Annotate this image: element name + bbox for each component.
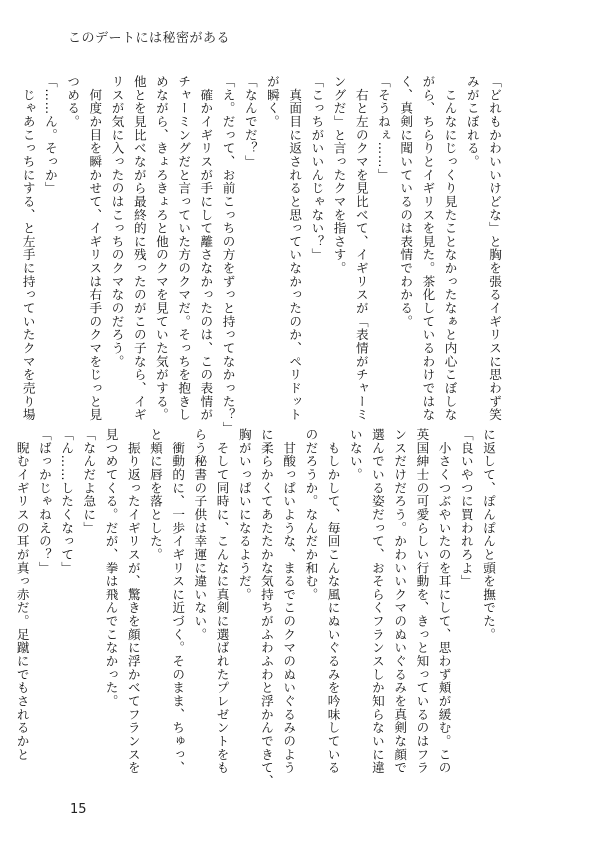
upper-text-column: こんなにじっくり見たことなかったなぁと内心こぼしな: [442, 75, 458, 422]
upper-text-column: チャーミングだと言っていた方のクマだ。そっちを抱きし: [176, 75, 192, 422]
upper-text-column: 「……ん。そっか」: [42, 75, 58, 195]
lower-text-column: に返して、ぽんぽんと頭を撫でた。: [481, 428, 496, 642]
lower-text-column: 睨むイギリスの耳が真っ赤だ。足蹴にでもされるかと: [14, 428, 30, 761]
page-title: このデートには秘密がある: [68, 31, 231, 46]
page-number: 15: [70, 802, 87, 817]
upper-text-column: く、真剣に聞いているのは表情でわかる。: [398, 75, 414, 329]
lower-text-column: のだろうか。なんだか和む。: [303, 428, 319, 602]
lower-text-column: 選んでいる姿だって、おそらくフランスしか知らないに違: [369, 428, 385, 775]
upper-text-column: 「え。だって、お前こっちの方をずっと持ってなかった？」: [220, 75, 236, 435]
lower-text-column: 衝動的に、一歩イギリスに近づく。そのまま、ちゅっ、: [170, 428, 186, 775]
upper-text-column: ングだ」と言ったクマを指さす。: [331, 75, 347, 275]
upper-text-column: 真面目に返されると思っていなかったのか、ペリドット: [287, 75, 303, 422]
upper-text-column: みがこぼれる。: [464, 75, 480, 169]
lower-text-column: に柔らかくてあたたかな気持ちがふわふわと浮かんできて、: [258, 428, 274, 788]
lower-text-column: 「良いやつに買われろよ」: [458, 428, 474, 588]
lower-text-column: 「ん……したくなって」: [59, 428, 75, 575]
lower-text-column: と頬に唇を落とした。: [147, 428, 163, 562]
lower-text-column: 小さくつぶやいたのを耳にして、思わず頬が緩む。この: [436, 428, 452, 775]
text-block-upper: [17, 75, 505, 435]
text-block-lower: [11, 428, 499, 788]
lower-text-column: 振り返ったイギリスが、驚きを顔に浮かべてフランスを: [125, 428, 141, 775]
upper-text-column: めながら、きょろきょろと他のクマを見ていた気がする。: [153, 75, 169, 422]
upper-text-column: リスが気に入ったのはこっちのクマなのだろう。: [109, 75, 125, 369]
upper-text-column: 「どれもかわいいけどな」と胸を張るイギリスに思わず笑: [487, 75, 502, 422]
upper-text-column: じゃあこっちにする、と左手に持っていたクマを売り場: [20, 75, 36, 422]
upper-text-column: 確かイギリスが手にして離さなかったのは、この表情が: [198, 75, 214, 422]
lower-text-column: 見つめてくる。だが、拳は飛んでこなかった。: [103, 428, 119, 708]
upper-text-column: 「そうねぇ……」: [375, 75, 391, 182]
upper-text-column: 「なんでだ？」: [242, 75, 258, 169]
lower-text-column: いない。: [347, 428, 363, 482]
upper-text-column: 他とを見比べながら最終的に残ったのがこの子なら、イギ: [131, 75, 147, 422]
lower-text-column: もしかして、毎回こんな風にぬいぐるみを吟味している: [325, 428, 341, 775]
lower-text-column: ンスだけだろう。かわいいクマのぬいぐるみを真剣な顔で: [392, 428, 408, 775]
lower-text-column: 英国紳士の可愛らしい行動を、きっと知っているのはフラ: [414, 428, 430, 775]
lower-text-column: 胸がいっぱいになるようだ。: [236, 428, 252, 602]
lower-text-column: 「なんだよ急に」: [81, 428, 97, 535]
upper-text-column: が瞬く。: [264, 75, 280, 129]
upper-text-column: 何度か目を瞬かせて、イギリスは右手のクマをじっと見: [87, 75, 103, 422]
upper-text-column: 「こっちがいいんじゃない？」: [309, 75, 325, 262]
lower-text-column: 甘酸っぱいような、まるでこのクマのぬいぐるみのよう: [281, 428, 297, 775]
upper-text-column: 右と左のクマを見比べて、イギリスが「表情がチャーミ: [353, 75, 369, 422]
lower-text-column: らう秘書の子供は幸運に違いない。: [192, 428, 208, 642]
upper-text-column: つめる。: [65, 75, 81, 129]
upper-text-column: がら、ちらりとイギリスを見た。茶化しているわけではな: [420, 75, 436, 422]
lower-text-column: そして同時に、こんなに真剣に選ばれたプレゼントをも: [214, 428, 230, 775]
lower-text-column: 「ばっかじゃねえの？」: [36, 428, 52, 575]
